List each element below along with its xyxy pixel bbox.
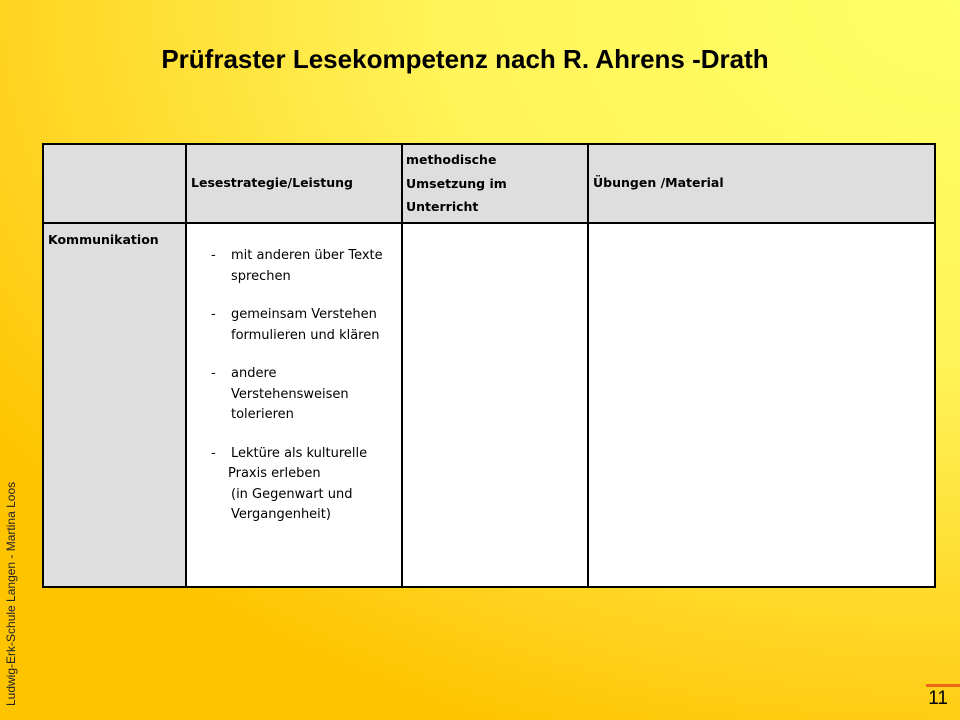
header-cell-empty [44,145,185,222]
list-item [187,305,401,346]
list-item [187,444,401,526]
page-number-accent [926,684,960,687]
list-item [187,246,401,287]
header-line: Unterricht [406,199,479,214]
header-line: Umsetzung im [406,176,507,191]
header-label-lesestrategie: Lesestrategie/Leistung [191,175,353,190]
assessment-table [42,143,936,588]
list-dash: - [211,445,216,461]
row-label-kommunikation: Kommunikation [48,232,159,247]
list-line: mit anderen über Texte [231,248,383,263]
table-divider [587,145,589,586]
lesestrategie-cell [187,224,401,586]
list-line: (in Gegenwart und [231,486,353,502]
header-cell-methodische-umsetzung [403,145,587,222]
list-line: sprechen [231,268,291,284]
page-number: 11 [928,688,948,709]
header-cell-lesestrategie [187,145,401,222]
row-label-cell [44,224,185,586]
list-dash: - [211,248,216,263]
side-credit-text: Ludwig-Erk-Schule Langen - Martina Loos [4,481,18,706]
competence-list [187,246,401,544]
header-line: methodische [406,152,497,167]
slide-title: Prüfraster Lesekompetenz nach R. Ahrens -Drath [161,44,769,74]
list-line: Vergangenheit) [231,507,331,522]
header-cell-uebungen-material [589,145,934,222]
header-label-methodische-umsetzung [406,150,507,217]
list-line: tolerieren [231,407,294,422]
list-line: formulieren und klären [231,327,380,343]
list-item [187,364,401,426]
table-divider [185,145,187,586]
list-line: Verstehensweisen [231,386,349,402]
header-label-uebungen-material: Übungen /Material [593,175,724,190]
list-line: gemeinsam Verstehen [231,307,377,322]
list-line: Lektüre als kulturelle [231,445,368,461]
list-dash: - [211,307,216,322]
list-dash: - [211,366,216,381]
table-divider [44,222,934,224]
list-line: Praxis erleben [228,466,321,481]
table-divider [401,145,403,586]
methodische-umsetzung-cell [403,224,587,586]
uebungen-material-cell [589,224,934,586]
list-line: andere [231,366,277,381]
